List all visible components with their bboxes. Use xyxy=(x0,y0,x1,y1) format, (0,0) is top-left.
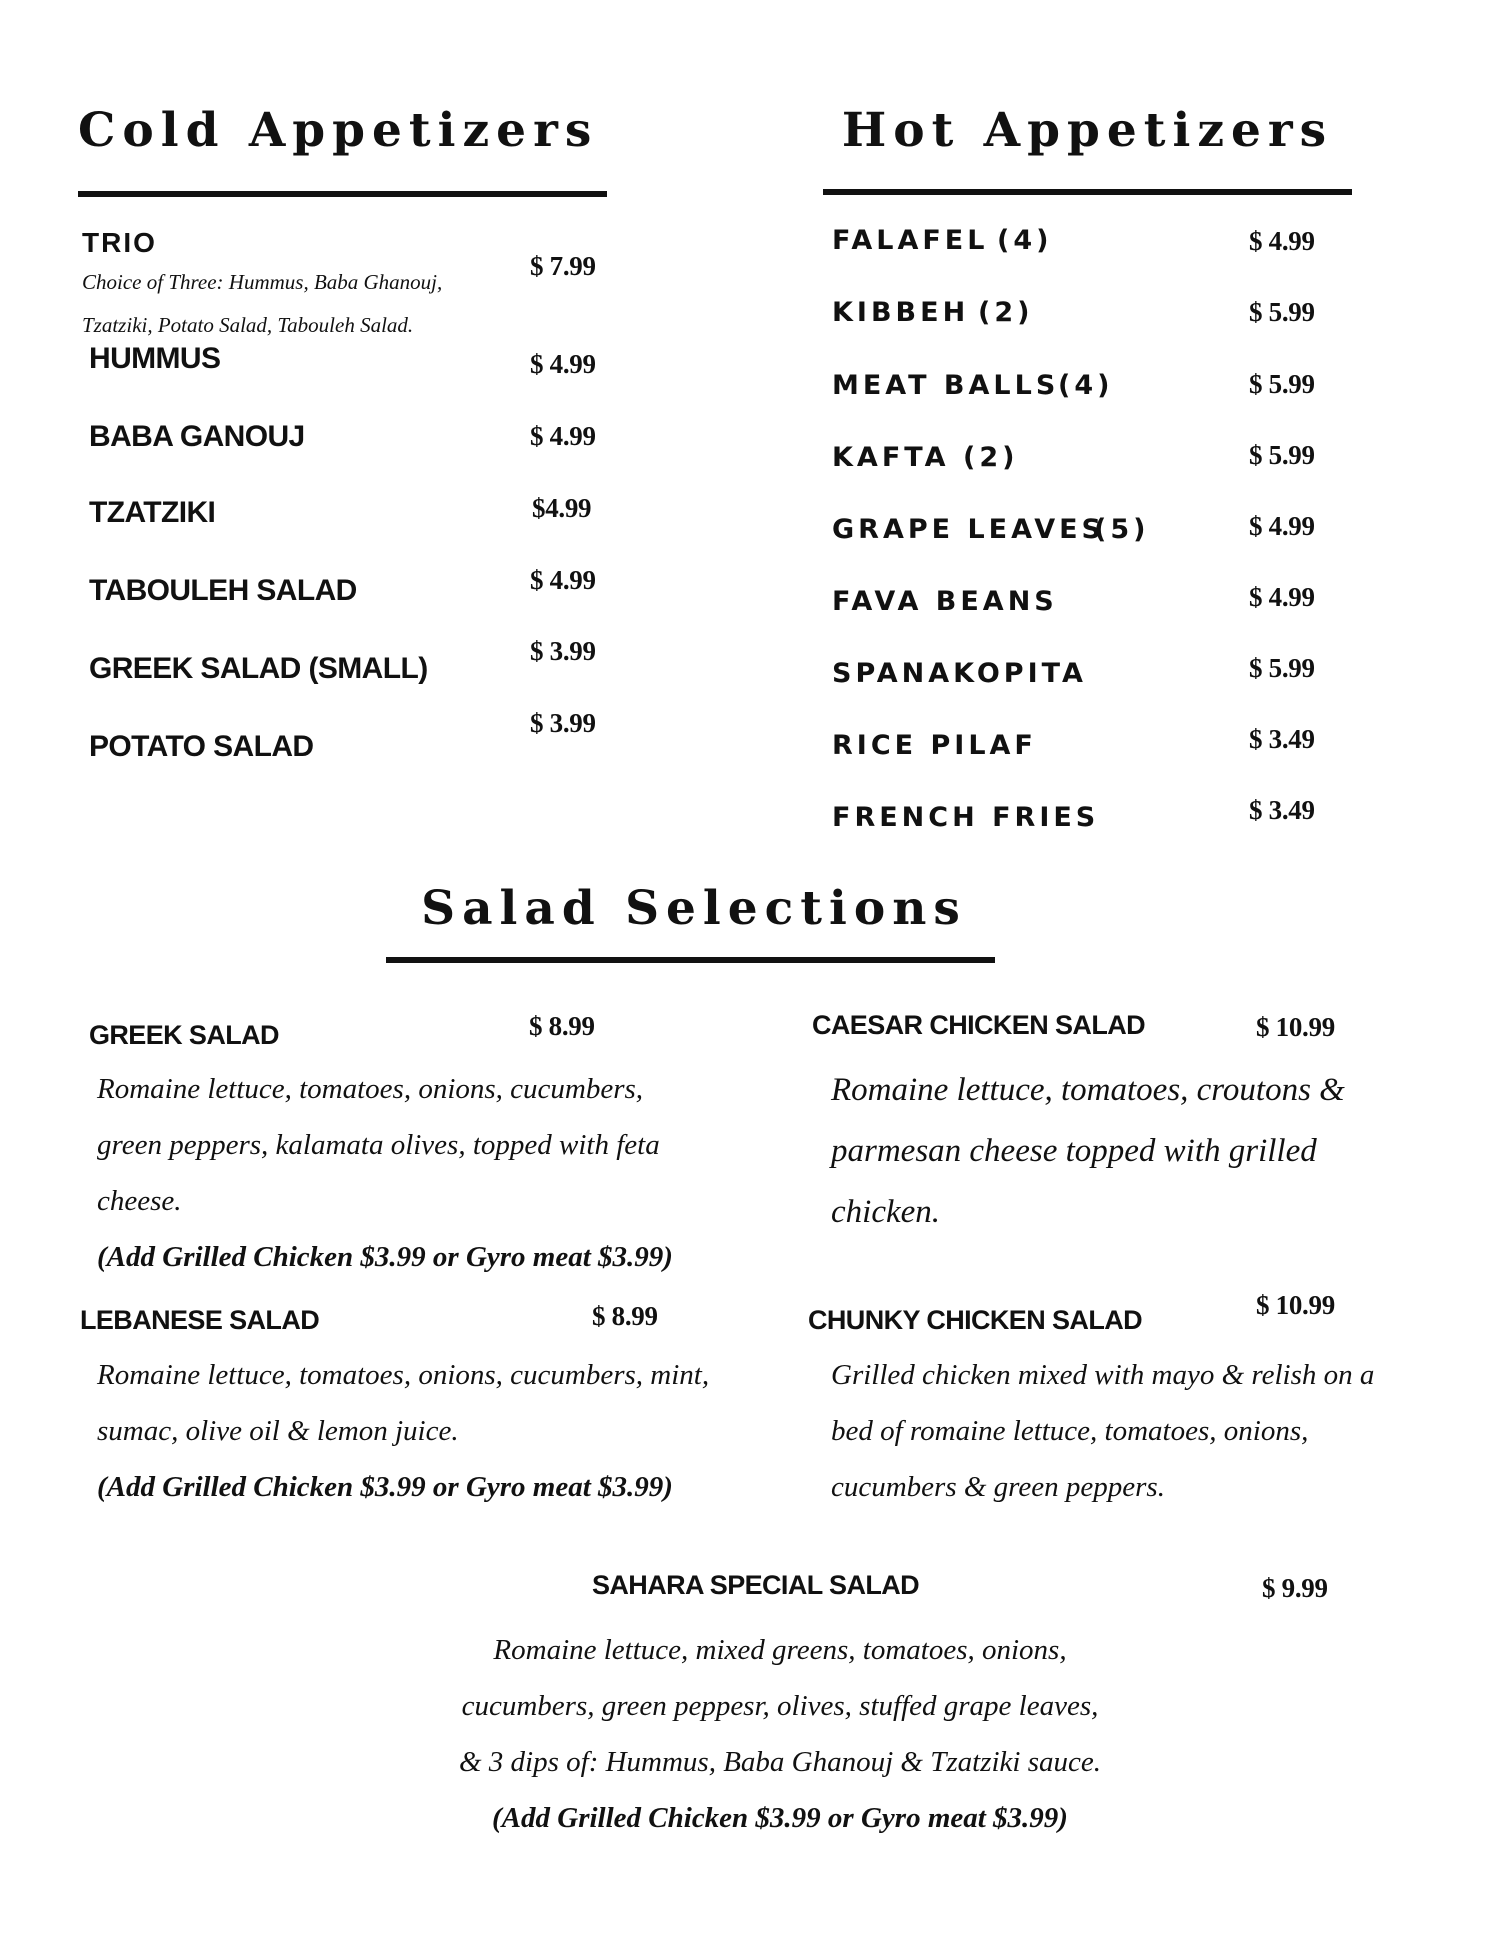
chunky-salad-price: $ 10.99 xyxy=(1256,1290,1335,1320)
trio-price: $ 7.99 xyxy=(530,251,596,281)
description-line: Romaine lettuce, tomatoes, croutons & xyxy=(831,1072,1345,1108)
add-protein-note: (Add Grilled Chicken $3.99 or Gyro meat $3.99) xyxy=(492,1802,1068,1834)
salad-selections-heading: Salad Selections xyxy=(421,881,967,936)
description-line: bed of romaine lettuce, tomatoes, onions, xyxy=(831,1415,1309,1447)
cold-item-price: $4.99 xyxy=(532,493,592,523)
hot-item-name: KAFTA xyxy=(832,442,950,473)
cold-item-price: $ 4.99 xyxy=(530,565,596,595)
description-line: & 3 dips of: Hummus, Baba Ghanouj & Tzatziki sauce. xyxy=(458,1746,1102,1778)
caesar-salad-description xyxy=(831,1060,1345,1243)
hot-item-price: $ 3.49 xyxy=(1249,724,1315,754)
hot-item-price: $ 5.99 xyxy=(1249,297,1315,327)
sahara-salad-name: SAHARA SPECIAL SALAD xyxy=(592,1570,920,1600)
cold-item-name: HUMMUS xyxy=(89,342,221,375)
caesar-salad-price: $ 10.99 xyxy=(1256,1012,1335,1042)
hot-item-price: $ 5.99 xyxy=(1249,440,1315,470)
description-line: sumac, olive oil & lemon juice. xyxy=(97,1415,459,1447)
cold-item-price: $ 3.99 xyxy=(530,708,596,738)
caesar-salad-name: CAESAR CHICKEN SALAD xyxy=(812,1010,1146,1040)
cold-appetizers-heading: Cold Appetizers xyxy=(78,103,599,158)
salad-selections-divider xyxy=(386,957,995,963)
hot-item-price: $ 5.99 xyxy=(1249,653,1315,683)
hot-item-price: $ 4.99 xyxy=(1249,511,1315,541)
hot-appetizers-heading: Hot Appetizers xyxy=(841,103,1334,158)
cold-item-price: $ 4.99 xyxy=(530,421,596,451)
greek-salad-description xyxy=(97,1061,673,1285)
description-line: parmesan cheese topped with grilled xyxy=(831,1133,1317,1169)
description-line: Romaine lettuce, tomatoes, onions, cucumbers, mint, xyxy=(97,1359,710,1391)
sahara-salad-description xyxy=(380,1622,1180,1846)
sahara-salad-price: $ 9.99 xyxy=(1262,1573,1328,1603)
hot-item-name: KIBBEH xyxy=(832,297,970,328)
lebanese-salad-name: LEBANESE SALAD xyxy=(80,1305,320,1335)
cold-item-name: GREEK SALAD (SMALL) xyxy=(89,652,428,685)
hot-item-quantity: (2) xyxy=(963,442,1019,473)
description-line: Grilled chicken mixed with mayo & relish on a xyxy=(831,1359,1375,1391)
hot-item-quantity: (5) xyxy=(1094,514,1150,545)
hot-item-quantity: (4) xyxy=(1058,370,1114,401)
hot-item-name: FRENCH FRIES xyxy=(832,802,1100,833)
hot-item-price: $ 4.99 xyxy=(1249,226,1315,256)
cold-item-name: TABOULEH SALAD xyxy=(89,574,357,607)
cold-item-name: TZATZIKI xyxy=(89,496,216,529)
cold-appetizers-divider xyxy=(78,191,607,197)
hot-item-price: $ 5.99 xyxy=(1249,369,1315,399)
cold-item-name: POTATO SALAD xyxy=(89,730,314,763)
lebanese-salad-price: $ 8.99 xyxy=(592,1301,658,1331)
chunky-salad-name: CHUNKY CHICKEN SALAD xyxy=(808,1305,1143,1335)
hot-item-name: FALAFEL xyxy=(832,225,989,256)
description-line: Romaine lettuce, mixed greens, tomatoes, onions, xyxy=(493,1634,1067,1666)
description-line: green peppers, kalamata olives, topped with feta xyxy=(97,1129,660,1161)
description-line: chicken. xyxy=(831,1194,941,1230)
trio-description xyxy=(82,261,442,347)
hot-item-name: SPANAKOPITA xyxy=(832,658,1087,689)
trio-description-line: Choice of Three: Hummus, Baba Ghanouj, xyxy=(82,270,443,294)
chunky-salad-description xyxy=(831,1347,1374,1515)
description-line: cucumbers, green peppesr, olives, stuffed grape leaves, xyxy=(461,1690,1099,1722)
description-line: Romaine lettuce, tomatoes, onions, cucumbers, xyxy=(97,1073,644,1105)
cold-item-price: $ 4.99 xyxy=(530,349,596,379)
trio-name: TRIO xyxy=(82,227,157,258)
lebanese-salad-description xyxy=(97,1347,709,1515)
greek-salad-price: $ 8.99 xyxy=(529,1011,595,1041)
hot-item-name: MEAT BALLS xyxy=(832,370,1060,401)
hot-appetizers-divider xyxy=(823,189,1352,195)
cold-item-price: $ 3.99 xyxy=(530,636,596,666)
hot-item-name: GRAPE LEAVES xyxy=(832,514,1105,545)
hot-item-name: RICE PILAF xyxy=(832,730,1037,761)
trio-description-line: Tzatziki, Potato Salad, Tabouleh Salad. xyxy=(82,313,414,337)
description-line: cucumbers & green peppers. xyxy=(831,1471,1165,1503)
hot-item-name: FAVA BEANS xyxy=(832,586,1058,617)
hot-item-price: $ 3.49 xyxy=(1249,795,1315,825)
greek-salad-name: GREEK SALAD xyxy=(89,1020,279,1050)
add-protein-note: (Add Grilled Chicken $3.99 or Gyro meat $3.99) xyxy=(97,1241,673,1273)
hot-item-quantity: (2) xyxy=(978,297,1034,328)
hot-item-price: $ 4.99 xyxy=(1249,582,1315,612)
cold-item-name: BABA GANOUJ xyxy=(89,420,305,453)
add-protein-note: (Add Grilled Chicken $3.99 or Gyro meat $3.99) xyxy=(97,1471,673,1503)
description-line: cheese. xyxy=(97,1185,182,1217)
hot-item-quantity: (4) xyxy=(997,225,1053,256)
